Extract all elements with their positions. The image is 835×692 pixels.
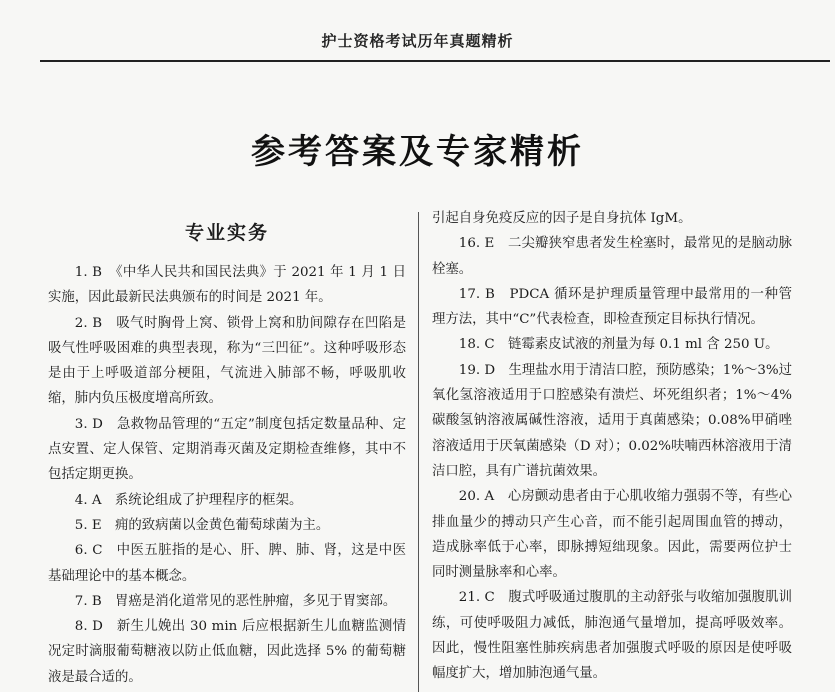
right-column xyxy=(432,206,792,687)
section-heading: 专业实务 xyxy=(184,222,269,244)
answer-item: 5. E 痈的致病菌以金黄色葡萄球菌为主。 xyxy=(74,517,330,533)
answer-item: 17. B PDCA 循环是护理质量管理中最常用的一种管理方法，其中“C”代表检查，即检查预定目标执行情况。 xyxy=(432,286,792,328)
continued-text: 引起自身免疫反应的因子是自身抗体 IgM。 xyxy=(432,211,692,226)
answer-item: 8. D 新生儿娩出 30 min 后应根据新生儿血糖监测情况定时滴服葡萄糖液以防止低血糖，因此选择 5% 的葡萄糖液是最合适的。 xyxy=(48,619,406,685)
answer-item: 21. C 腹式呼吸通过腹肌的主动舒张与收缩加强腹肌训练，可使呼吸阻力减低，肺泡通气量增加，提高呼吸效率。因此，慢性阻塞性肺疾病患者加强腹式呼吸的原因是使呼吸幅度扩大，增加肺泡通气量。 xyxy=(432,590,792,682)
answer-item: 2. B 吸气时胸骨上窝、锁骨上窝和肋间隙存在凹陷是吸气性呼吸困难的典型表现，称为“三凹征”。这种呼吸形态是由于上呼吸道部分梗阻，气流进入肺部不畅，呼吸肌收缩，肺内负压极度增高所致。 xyxy=(48,315,406,407)
answer-item: 6. C 中医五脏指的是心、肝、脾、肺、肾，这是中医基础理论中的基本概念。 xyxy=(48,543,406,584)
answer-item: 7. B 胃癌是消化道常见的恶性肿瘤，多见于胃窦部。 xyxy=(74,593,397,609)
answer-item: 20. A 心房颤动患者由于心肌收缩力强弱不等，有些心排血量少的搏动只产生心音，而不能引起周围血管的搏动，造成脉率低于心率，即脉搏短绌现象。因此，需要两位护士同时测量脉率和心率。 xyxy=(432,489,792,581)
answer-item: 19. D 生理盐水用于清洁口腔，预防感染；1%～3%过氧化氢溶液适用于口腔感染有溃烂、坏死组织者；1%～4%碳酸氢钠溶液属碱性溶液，适用于真菌感染；0.08%甲硝唑溶液适用于厌氧菌感染（D 对）；0.02%呋喃西林溶液用于清洁口腔，具有广谱抗菌效果。 xyxy=(432,362,792,479)
answer-item: 18. C 链霉素皮试液的剂量为每 0.1 ml 含 250 U。 xyxy=(458,337,779,353)
answer-item: 16. E 二尖瓣狭窄患者发生栓塞时，最常见的是脑动脉栓塞。 xyxy=(432,236,792,277)
running-title: 护士资格考试历年真题精析 xyxy=(321,32,514,50)
header-rule xyxy=(40,60,830,62)
answer-item: 3. D 急救物品管理的“五定”制度包括定数量品种、定点安置、定人保管、定期消毒灭菌及定期检查维修，其中不包括定期更换。 xyxy=(48,416,406,483)
answer-item: 4. A 系统论组成了护理程序的框架。 xyxy=(74,492,303,508)
left-column xyxy=(48,212,406,690)
answer-item: 1. B 《中华人民共和国民法典》于 2021 年 1 月 1 日实施，因此最新民法典颁布的时间是 2021 年。 xyxy=(48,265,406,306)
column-divider xyxy=(418,212,419,692)
page-title: 参考答案及专家精析 xyxy=(251,132,584,172)
